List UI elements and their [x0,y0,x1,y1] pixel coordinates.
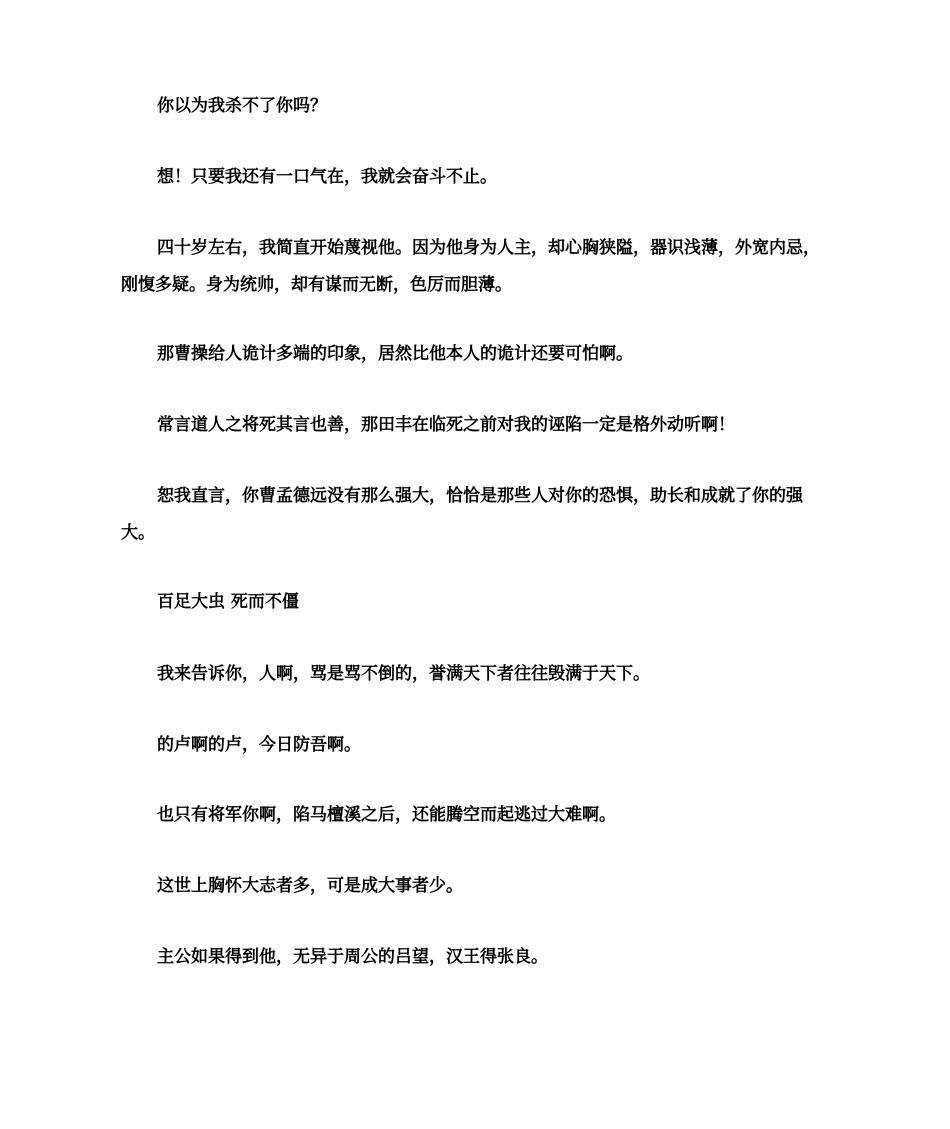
paragraph-6: 恕我直言，你曹孟德远没有那么强大，恰恰是那些人对你的恐惧，助长和成就了你的强大。 [121,486,803,543]
paragraph-7: 百足大虫 死而不僵 [157,592,299,612]
paragraph-8: 我来告诉你，人啊，骂是骂不倒的，誉满天下者往往毁满于天下。 [157,664,650,684]
paragraph-11: 这世上胸怀大志者多，可是成大事者少。 [157,876,463,896]
paragraph-5: 常言道人之将死其言也善，那田丰在临死之前对我的诬陷一定是格外动听啊！ [157,415,735,435]
paragraph-12: 主公如果得到他，无异于周公的吕望，汉王得张良。 [157,947,548,967]
paragraph-2: 想！只要我还有一口气在，我就会奋斗不止。 [157,167,497,187]
paragraph-10: 也只有将军你啊，陷马檀溪之后，还能腾空而起逃过大难啊。 [157,805,616,825]
paragraph-1: 你以为我杀不了你吗？ [157,96,327,116]
paragraph-9: 的卢啊的卢，今日防吾啊。 [157,735,361,755]
paragraph-3: 四十岁左右，我简直开始蔑视他。因为他身为人主，却心胸狭隘，器识浅薄，外宽内忌，刚愎多疑。身为统帅，却有谋而无断，色厉而胆薄。 [121,238,820,295]
paragraph-4: 那曹操给人诡计多端的印象，居然比他本人的诡计还要可怕啊。 [157,344,633,364]
